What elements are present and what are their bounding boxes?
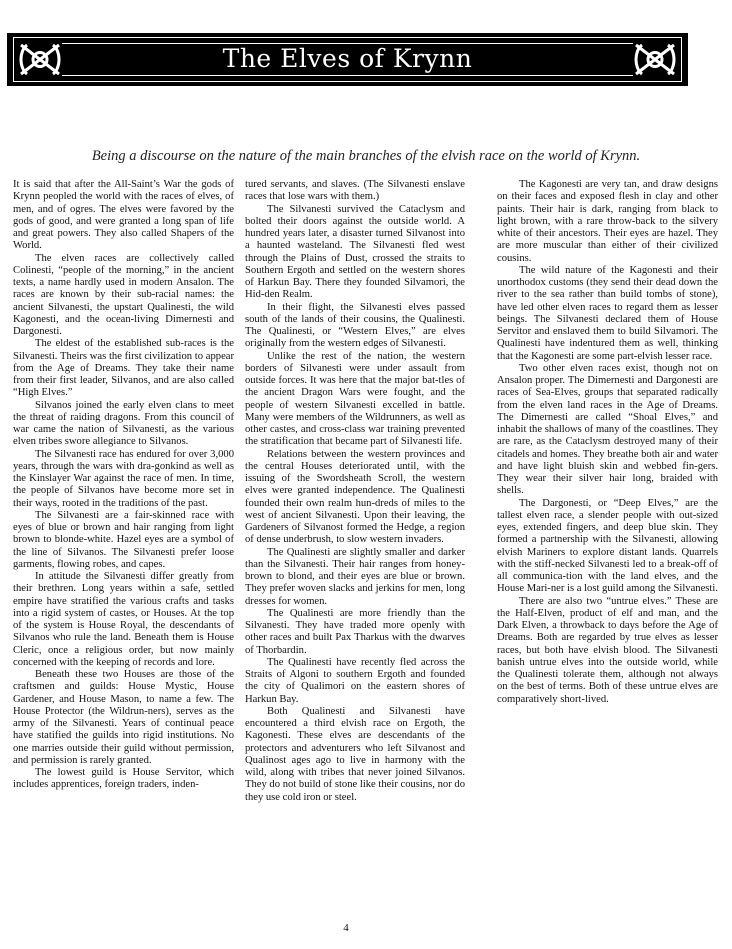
- page-number: 4: [343, 922, 349, 934]
- paragraph: Beneath these two Houses are those of the craftsmen and guilds: House Mystic, House Gardener, and House Mason, to name a few. The House Protector (the Wildrun-ners), serves as the army of the Silvanesti. Years of continual peace have statified the guilds into rigid institutions. No one marries outside their guild without permission, and permission is rarely granted.: [13, 669, 234, 766]
- paragraph: Both Qualinesti and Silvanesti have encountered a third elvish race on Ergoth, the Kagonesti. These elves are descendants of the protectors and adventurers who left Silvanost and Qualinost ages ago to live in harmony with the wild, along with tribes that never joined Silvanos. They do not build of stone like their cousins, nor do they use cold iron or steel.: [245, 705, 465, 803]
- paragraph: The Silvanesti race has endured for over 3,000 years, through the wars with dra-gonkind as well as the Kinslayer War against the race of men. In time, the people of Silvanos have become more set in their ways, rooted in the traditions of the past.: [13, 448, 234, 509]
- paragraph: The lowest guild is House Servitor, which includes apprentices, foreign traders, inden-: [13, 767, 234, 791]
- celtic-knot-icon: [632, 41, 678, 78]
- text-column-2: [245, 179, 465, 804]
- text-column-1: [13, 179, 234, 792]
- paragraph: The Qualinesti are more friendly than the Silvanesti. They have traded more openly with other races and built Pax Tharkus with the dwarves of Thorbardin.: [245, 607, 465, 656]
- paragraph: Relations between the western provinces and the central Houses deteriorated until, with the issuing of the Swordsheath Scroll, the western elves were granted independence. The Qualinesti founded their own realm hun-dreds of miles to the west of ancient Silvanesti. Upon their leaving, the Gardeners of Silvanost formed the Hedge, a region of dense underbrush, to slow western invaders.: [245, 448, 465, 546]
- paragraph: There are also two “untrue elves.” These are the Half-Elven, product of elf and man, and the Dark Elven, a throwback to days before the Age of Dreams. Both are regarded by true elves as lesser races, but both have elvish blood. The Silvanesti banish untrue elves into the outside world, while the Qualinesti tolerate them, although not always on the best of terms. Both of these untrue elves are comparatively short-lived.: [497, 595, 718, 705]
- paragraph: tured servants, and slaves. (The Silvanesti enslave races that lose wars with them.): [245, 179, 465, 203]
- paragraph: Unlike the rest of the nation, the western borders of Silvanesti were under assault from outside forces. It was here that the major bat-tles of the ancient Dragon Wars were fought, and the people of western Silvanesti excelled in battle. Many were members of the Wildrunners, as well as other castes, and cross-class war training prevented the stratification that became part of Silvanesti life.: [245, 350, 465, 448]
- paragraph: The eldest of the established sub-races is the Silvanesti. Theirs was the first civilization to appear from the Age of Dreams. They take their name from their first leader, Silvanos, and are also called “High Elves.”: [13, 338, 234, 399]
- paragraph: The Dargonesti, or “Deep Elves,” are the tallest elven race, a slender people with out-sized eyes, extended fingers, and deep blue skin. They formed a partnership with the Silvanesti, allowing elvish Mariners to explore distant lands. Quarrels with the stiff-necked Silvanesti led to a break-off of all communica-tion with the land elves, and the House Mari-ner is a lost guild among the Silvanesti.: [497, 497, 718, 595]
- paragraph: The elven races are collectively called Colinesti, “people of the morning,” in the ancient texts, a name hardly used in modern Ansalon. The races are known by their sub-racial names: the ancient Silvanesti, the upstart Qualinesti, the wild Kagonesti, and the ocean-living Dimernesti and Dargonesti.: [13, 252, 234, 337]
- text-column-3: [497, 179, 718, 706]
- paragraph: The Qualinesti have recently fled across the Straits of Algoni to southern Ergoth and founded the city of Qualimori on the eastern shores of Harkun Bay.: [245, 656, 465, 705]
- paragraph: The wild nature of the Kagonesti and their unorthodox customs (they send their dead down the river to the sea rather than build tombs of stone), have led other elven races to regard them as lesser beings. The Silvanesti declared them of House Servitor and enslaved them to build Silvamori. The Qualinesti have indentured them as well, thinking that the Kagonesti are some part-elvish lesser race.: [497, 264, 718, 362]
- page-title: The Elves of Krynn: [222, 44, 473, 73]
- subtitle: Being a discourse on the nature of the main branches of the elvish race on the world of Krynn.: [91, 148, 641, 164]
- paragraph: The Silvanesti survived the Cataclysm and bolted their doors against the outside world. A hundred years later, a disaster turned Silvanost into a haunted wasteland. The Silvanesti fled west through the Plains of Dust, crossed the straits to Southern Ergoth and settled on the western shores of Harkun Bay. There they founded Silvamori, the Hid-den Realm.: [245, 203, 465, 301]
- paragraph: It is said that after the All-Saint’s War the gods of Krynn peopled the world with the races of elves, of men, and of ogres. The elves were favored by the gods of good, and were granted a long span of life and great powers. They also called Shapers of the World.: [13, 179, 234, 252]
- paragraph: Silvanos joined the early elven clans to meet the threat of raiding dragons. From this council of war came the nation of Silvanesti, as the various elven tribes swore allegiance to Silvanos.: [13, 399, 234, 448]
- title-banner: [7, 33, 688, 86]
- paragraph: Two other elven races exist, though not on Ansalon proper. The Dimernesti and Dargonesti are races of Sea-Elves, groups that separated radically from the elven land races in the Age of Dreams. The Dimernesti are called “Shoal Elves,” and inhabit the shallows of many of the coastlines. They are rare, as the Cataclysm destroyed many of their citadels and homes. They breathe both air and water and have light bluish skin and webbed fin-gers. They wear their silver hair long, braided with shells.: [497, 362, 718, 497]
- paragraph: In their flight, the Silvanesti elves passed south of the lands of their cousins, the Qualinesti. The Qualinesti, or “Western Elves,” are elves originally from the western edges of Silvanesti.: [245, 301, 465, 350]
- paragraph: The Kagonesti are very tan, and draw designs on their faces and exposed flesh in clay and other paints. Their hair is dark, ranging from black to light brown, with a rare throw-back to the silvery white of their ancestors. Their eyes are hazel. They are more muscular than either of their civilized cousins.: [497, 179, 718, 264]
- paragraph: The Silvanesti are a fair-skinned race with eyes of blue or brown and hair ranging from light brown to blonde-white. Hazel eyes are a symbol of the line of Silvanos. The Silvanesti prefer loose garments, flowing robes, and capes.: [13, 509, 234, 570]
- paragraph: In attitude the Silvanesti differ greatly from their brethren. Long years within a safe, settled empire have stratified the various crafts and tasks into a rigid system of castes, or Houses. At the top of the system is House Royal, the descendants of Silvanos who rule the land. Beneath them is House Cleric, once a religious order, but now mainly concerned with the keeping of records and lore.: [13, 571, 234, 668]
- paragraph: The Qualinesti are slightly smaller and darker than the Silvanesti. Their hair ranges from honey-brown to blond, and their eyes are blue or brown. They prefer woven slacks and jerkins for men, long dresses for women.: [245, 546, 465, 607]
